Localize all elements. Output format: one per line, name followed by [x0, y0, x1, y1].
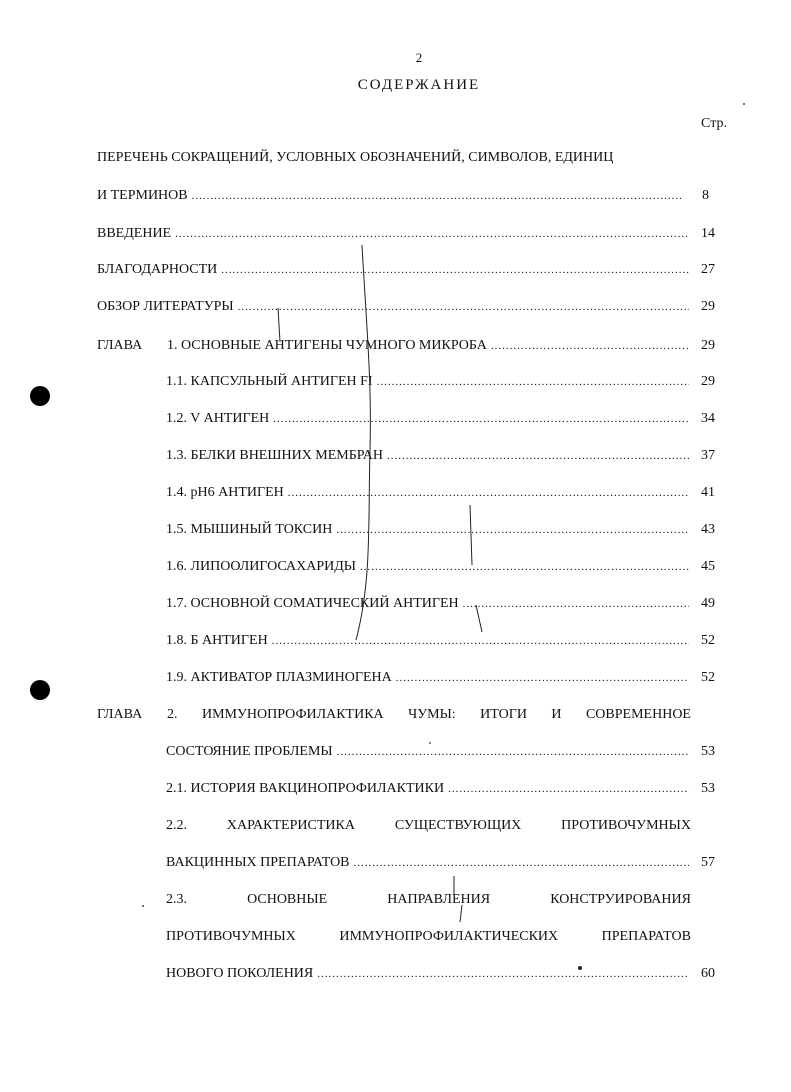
toc-entry-page: 41: [701, 485, 715, 500]
leader-dots: [337, 746, 689, 758]
toc-entry-page: 60: [701, 966, 715, 981]
toc-chapter-prefix: ГЛАВА: [97, 707, 143, 722]
toc-entry-1-9: [166, 670, 715, 690]
toc-entry-page: 49: [701, 596, 715, 611]
toc-entry-page: 52: [701, 633, 715, 648]
leader-dots: [273, 413, 689, 425]
toc-entry-page: 14: [701, 226, 715, 241]
toc-entry-label: 1.3. БЕЛКИ ВНЕШНИХ МЕМБРАН: [166, 448, 384, 463]
toc-entry-2-3-line1: [166, 892, 691, 912]
toc-entry-label: 1.7. ОСНОВНОЙ СОМАТИЧЕСКИЙ АНТИГЕН: [166, 596, 459, 611]
page-title: СОДЕРЖАНИЕ: [357, 77, 481, 93]
toc-word: 2.3.: [166, 892, 187, 907]
toc-entry-1-2: [166, 411, 715, 431]
toc-entry-2-2-line1: [166, 818, 691, 838]
toc-entry-introduction: [97, 226, 715, 246]
toc-entry-2-3-line2: [166, 929, 691, 949]
leader-dots: [221, 264, 689, 276]
toc-word: СОВРЕМЕННОЕ: [585, 707, 691, 722]
toc-entry-1-7: [166, 596, 715, 616]
toc-entry-page: 52: [701, 670, 715, 685]
leader-dots: [336, 524, 689, 536]
scan-speck: [743, 103, 745, 105]
toc-entry-label: 1.6. ЛИПООЛИГОСАХАРИДЫ: [166, 559, 356, 574]
leader-dots: [317, 968, 689, 980]
leader-dots: [396, 672, 689, 684]
toc-entry-page: 57: [701, 855, 715, 870]
toc-word: ИТОГИ: [480, 707, 527, 722]
leader-dots: [377, 376, 689, 388]
toc-entry-page: 29: [701, 338, 715, 353]
toc-entry-label: БЛАГОДАРНОСТИ: [97, 262, 218, 277]
toc-entry-label: [166, 929, 691, 945]
leader-dots: [238, 301, 689, 313]
leader-dots: [288, 487, 689, 499]
toc-word: ОСНОВНЫЕ: [247, 892, 328, 907]
leader-dots: [175, 228, 689, 240]
toc-entry-chapter-2: [166, 744, 715, 764]
toc-word: ХАРАКТЕРИСТИКА: [226, 818, 355, 833]
toc-entry-1-5: [166, 522, 715, 542]
leader-dots: [463, 598, 689, 610]
toc-word: КОНСТРУИРОВАНИЯ: [550, 892, 691, 907]
leader-dots: [387, 450, 689, 462]
toc-entry-chapter-1: [97, 338, 715, 358]
toc-entry-acknowledgements: [97, 262, 715, 282]
toc-word: ИММУНОПРОФИЛАКТИКА: [201, 707, 384, 722]
toc-entry-chapter-2-line1: [97, 707, 691, 727]
toc-entry-page: 43: [701, 522, 715, 537]
toc-entry-page: 29: [701, 374, 715, 389]
toc-entry-label: И ТЕРМИНОВ: [97, 188, 188, 203]
toc-entry-page: 53: [701, 744, 715, 759]
toc-entry-label: ВВЕДЕНИЕ: [97, 226, 172, 241]
toc-entry-label: 1.1. КАПСУЛЬНЫЙ АНТИГЕН FI: [166, 374, 373, 389]
toc-word: НАПРАВЛЕНИЯ: [387, 892, 491, 907]
toc-entry-label: СОСТОЯНИЕ ПРОБЛЕМЫ: [166, 744, 333, 759]
toc-word: ПРОТИВОЧУМНЫХ: [561, 818, 691, 833]
toc-word: ПРОТИВОЧУМНЫХ: [166, 929, 296, 944]
toc-entry-2-3: [166, 966, 715, 986]
punch-hole: [30, 386, 50, 406]
toc-word: 2.: [167, 707, 178, 722]
toc-chapter-prefix: ГЛАВА: [97, 338, 143, 353]
toc-entry-label: 1.5. МЫШИНЫЙ ТОКСИН: [166, 522, 333, 537]
punch-hole: [30, 680, 50, 700]
toc-entry-abbreviations-line1: [97, 150, 691, 170]
toc-entry-1-3: [166, 448, 715, 468]
toc-entry-page: 27: [701, 262, 715, 277]
toc-entry-1-1: [166, 374, 715, 394]
leader-dots: [491, 340, 689, 352]
toc-word: И: [551, 707, 562, 722]
toc-word: 2.2.: [166, 818, 187, 833]
toc-word: ИММУНОПРОФИЛАКТИЧЕСКИХ: [339, 929, 559, 944]
page-number: 2: [415, 50, 423, 65]
toc-entry-label: 1. ОСНОВНЫЕ АНТИГЕНЫ ЧУМНОГО МИКРОБА: [167, 338, 487, 353]
toc-entry-page: 45: [701, 559, 715, 574]
page-column-header: Стр.: [701, 116, 727, 131]
toc-entry-label: [167, 707, 691, 723]
toc-entry-1-4: [166, 485, 715, 505]
toc-entry-1-8: [166, 633, 715, 653]
toc-entry-page: 29: [701, 299, 715, 314]
toc-entry-2-1: [166, 781, 715, 801]
leader-dots: [354, 857, 689, 869]
toc-entry-label: 1.8. Б АНТИГЕН: [166, 633, 268, 648]
toc-entry-label: ВАКЦИННЫХ ПРЕПАРАТОВ: [166, 855, 350, 870]
toc-word: ЧУМЫ:: [408, 707, 456, 722]
toc-entry-label: [166, 818, 691, 834]
toc-entry-label: 1.2. V АНТИГЕН: [166, 411, 270, 426]
toc-entry-label: 1.4. pH6 АНТИГЕН: [166, 485, 284, 500]
toc-entry-page: 37: [701, 448, 715, 463]
leader-dots: [272, 635, 689, 647]
toc-entry-1-6: [166, 559, 715, 579]
toc-entry-label: ПЕРЕЧЕНЬ СОКРАЩЕНИЙ, УСЛОВНЫХ ОБОЗНАЧЕНИЙ, СИМВОЛОВ, ЕДИНИЦ: [97, 150, 614, 165]
toc-entry-page: 34: [701, 411, 715, 426]
scan-speck: [142, 905, 144, 907]
toc-entry-label: 1.9. АКТИВАТОР ПЛАЗМИНОГЕНА: [166, 670, 392, 685]
toc-entry-abbreviations: [97, 188, 709, 208]
leader-dots: [448, 783, 689, 795]
toc-word: ПРЕПАРАТОВ: [601, 929, 691, 944]
toc-entry-2-2: [166, 855, 715, 875]
toc-entry-label: 2.1. ИСТОРИЯ ВАКЦИНОПРОФИЛАКТИКИ: [166, 781, 445, 796]
toc-entry-page: 53: [701, 781, 715, 796]
toc-entry-literature-review: [97, 299, 715, 319]
toc-entry-page: 8: [702, 188, 709, 203]
leader-dots: [192, 190, 683, 202]
toc-entry-label: НОВОГО ПОКОЛЕНИЯ: [166, 966, 314, 981]
toc-word: СУЩЕСТВУЮЩИХ: [394, 818, 522, 833]
toc-entry-label: [166, 892, 691, 908]
leader-dots: [360, 561, 689, 573]
toc-entry-label: ОБЗОР ЛИТЕРАТУРЫ: [97, 299, 234, 314]
